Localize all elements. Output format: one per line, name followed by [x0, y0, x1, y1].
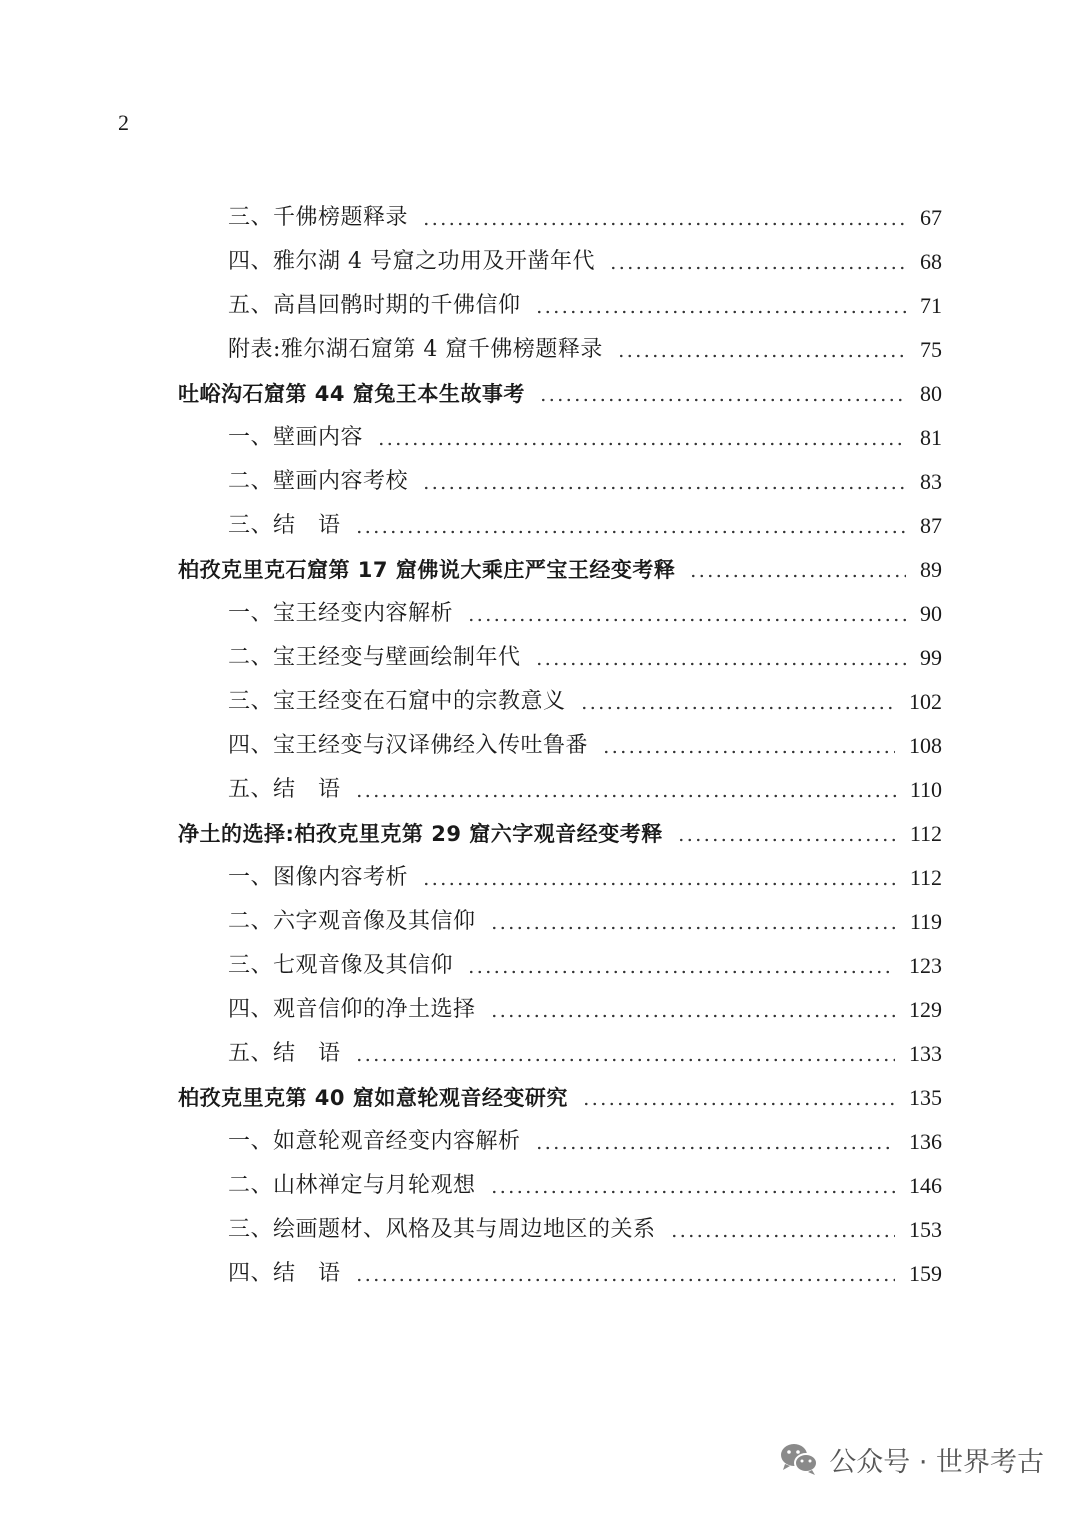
toc-entry-page: 123: [909, 953, 942, 978]
toc-section-row: [228, 1252, 942, 1296]
toc-entry-page: 136: [909, 1129, 942, 1154]
toc-entry-title: 一、宝王经变内容解析: [228, 601, 454, 626]
toc-section-row: [228, 416, 942, 460]
toc-entry-title: 三、绘画题材、风格及其与周边地区的关系: [228, 1217, 656, 1242]
toc-entry-page: 153: [909, 1217, 942, 1242]
toc-entry-page: 119: [909, 909, 942, 934]
toc-section-row: [228, 1120, 942, 1164]
toc-section-row: [228, 328, 942, 372]
toc-dot-leader: [539, 372, 906, 416]
toc-entry-title: 一、如意轮观音经变内容解析: [228, 1129, 521, 1154]
toc-dot-leader: [422, 856, 896, 900]
toc-section-row: [228, 1208, 942, 1252]
toc-entry-title: 二、壁画内容考校: [228, 469, 409, 494]
toc-entry-title: 一、图像内容考析: [228, 865, 409, 890]
toc-entry-page: 87: [920, 513, 942, 538]
toc-entry-title: 三、七观音像及其信仰: [228, 953, 454, 978]
toc-chapter-row: [178, 1076, 942, 1120]
toc-entry-title: 净土的选择:柏孜克里克第 29 窟六字观音经变考释: [178, 822, 663, 846]
toc-dot-leader: [490, 900, 896, 944]
toc-entry-title: 四、雅尔湖 4 号窟之功用及开凿年代: [228, 249, 595, 274]
toc-entry-page: 108: [909, 733, 942, 758]
toc-section-row: [228, 988, 942, 1032]
toc-dot-leader: [609, 240, 906, 284]
toc-entry-page: 133: [909, 1041, 942, 1066]
toc-entry-page: 135: [909, 1085, 942, 1110]
toc-chapter-row: [178, 372, 942, 416]
toc-section-row: [228, 900, 942, 944]
wechat-icon: [779, 1441, 819, 1477]
toc-entry-title: 二、六字观音像及其信仰: [228, 909, 476, 934]
toc-entry-title: 三、千佛榜题释录: [228, 205, 409, 230]
toc-section-row: [228, 504, 942, 548]
toc-entry-page: 112: [909, 865, 942, 890]
toc-dot-leader: [355, 504, 906, 548]
toc-entry-title: 柏孜克里克第 40 窟如意轮观音经变研究: [178, 1086, 568, 1110]
watermark: [779, 1437, 1044, 1481]
toc-dot-leader: [689, 548, 906, 592]
toc-dot-leader: [490, 988, 895, 1032]
toc-entry-title: 二、宝王经变与壁画绘制年代: [228, 645, 521, 670]
toc-chapter-row: [178, 812, 942, 856]
toc-dot-leader: [467, 944, 895, 988]
toc-entry-title: 柏孜克里克石窟第 17 窟佛说大乘庄严宝王经变考释: [178, 558, 676, 582]
toc-entry-page: 112: [909, 821, 942, 846]
toc-entry-page: 67: [920, 205, 942, 230]
toc-section-row: [228, 1032, 942, 1076]
watermark-text: 公众号 · 世界考古: [829, 1446, 1044, 1478]
toc-entry-title: 三、结 语: [228, 513, 341, 538]
toc-entry-title: 五、结 语: [228, 777, 341, 802]
toc-dot-leader: [490, 1164, 895, 1208]
toc-dot-leader: [580, 680, 895, 724]
toc-entry-title: 三、宝王经变在石窟中的宗教意义: [228, 689, 566, 714]
toc-entry-page: 102: [909, 689, 942, 714]
toc-section-row: [228, 240, 942, 284]
toc-dot-leader: [355, 1032, 895, 1076]
toc-entry-page: 110: [909, 777, 942, 802]
toc-section-row: [228, 196, 942, 240]
toc-entry-page: 80: [920, 381, 942, 406]
toc-entry-page: 90: [920, 601, 942, 626]
toc-section-row: [228, 680, 942, 724]
toc-entry-title: 四、宝王经变与汉译佛经入传吐鲁番: [228, 733, 589, 758]
toc-entry-title: 五、高昌回鹘时期的千佛信仰: [228, 293, 521, 318]
toc-entry-title: 附表:雅尔湖石窟第 4 窟千佛榜题释录: [228, 337, 603, 362]
toc-entry-title: 四、结 语: [228, 1261, 341, 1286]
toc-entry-page: 129: [909, 997, 942, 1022]
toc-dot-leader: [677, 812, 896, 856]
toc-entry-title: 吐峪沟石窟第 44 窟兔王本生故事考: [178, 382, 525, 406]
toc-dot-leader: [467, 592, 906, 636]
toc-dot-leader: [582, 1076, 895, 1120]
toc-dot-leader: [535, 1120, 895, 1164]
toc-dot-leader: [535, 284, 906, 328]
toc-entry-page: 89: [920, 557, 942, 582]
toc-section-row: [228, 592, 942, 636]
toc-entry-title: 一、壁画内容: [228, 425, 364, 450]
toc-dot-leader: [422, 460, 906, 504]
toc-section-row: [228, 944, 942, 988]
toc-entry-page: 146: [909, 1173, 942, 1198]
toc-section-row: [228, 460, 942, 504]
toc-dot-leader: [355, 768, 896, 812]
toc-section-row: [228, 724, 942, 768]
toc-entry-title: 二、山林禅定与月轮观想: [228, 1173, 476, 1198]
toc-entry-title: 五、结 语: [228, 1041, 341, 1066]
toc-dot-leader: [535, 636, 906, 680]
toc-section-row: [228, 856, 942, 900]
toc-entry-page: 83: [920, 469, 942, 494]
toc-dot-leader: [422, 196, 906, 240]
toc-entry-page: 81: [920, 425, 942, 450]
toc-chapter-row: [178, 548, 942, 592]
toc-dot-leader: [377, 416, 906, 460]
toc-section-row: [228, 768, 942, 812]
toc-dot-leader: [617, 328, 906, 372]
page-number: 2: [118, 110, 129, 135]
toc-dot-leader: [355, 1252, 895, 1296]
toc-dot-leader: [670, 1208, 895, 1252]
toc-entry-page: 71: [920, 293, 942, 318]
toc-entry-page: 99: [920, 645, 942, 670]
toc-entry-title: 四、观音信仰的净土选择: [228, 997, 476, 1022]
toc-section-row: [228, 284, 942, 328]
toc-entry-page: 68: [920, 249, 942, 274]
toc-section-row: [228, 1164, 942, 1208]
toc-entry-page: 159: [909, 1261, 942, 1286]
toc-dot-leader: [602, 724, 895, 768]
toc-section-row: [228, 636, 942, 680]
toc-entry-page: 75: [920, 337, 942, 362]
